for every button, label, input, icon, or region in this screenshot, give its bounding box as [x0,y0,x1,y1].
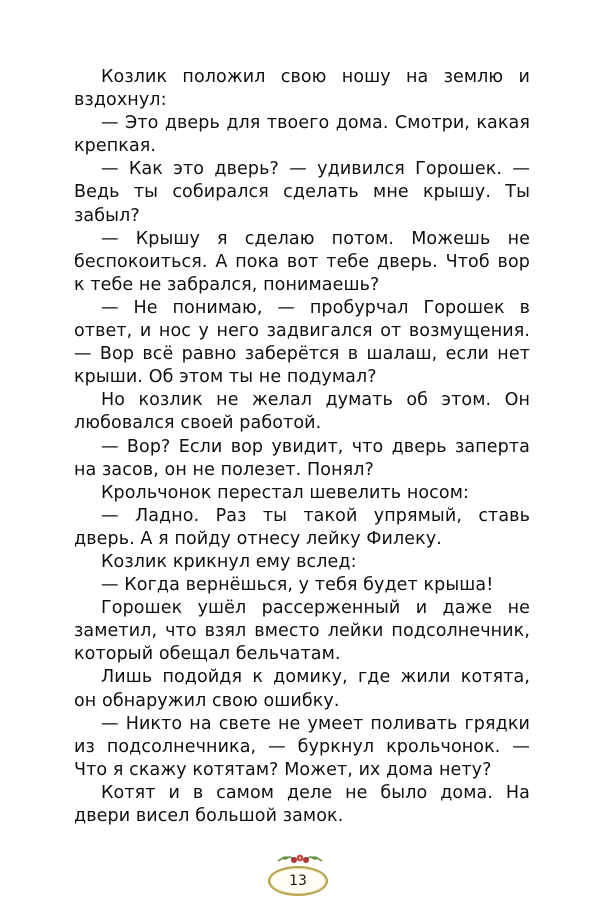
paragraph: Козлик положил свою ношу на землю и вздохнул: [74,67,530,111]
paragraph: — Не понимаю, — пробурчал Горошек в ответ, и нос у него задвигался от возмущения. — Вор всё равно заберётся в шалаш, если нет крыши. Об этом ты не подумал? [74,297,530,388]
paragraph: Горошек ушёл рассерженный и даже не заметил, что взял вместо лейки подсолнечник, который обещал бельчатам. [74,598,530,665]
flower-ornament-icon [274,852,326,866]
paragraph: — Никто на свете не умеет поливать грядки из подсолнечника, — буркнул крольчонок. — Что я скажу котятам? Может, их дома нету? [74,713,530,780]
paragraph: Козлик крикнул ему вслед: [101,551,357,572]
paragraph: — Когда вернёшься, у тебя будет крыша! [101,575,494,596]
page-number: 13 [289,873,307,889]
paragraph: Но козлик не желал думать об этом. Он любовался своей работой. [74,390,530,434]
paragraph: — Крышу я сделаю потом. Можешь не беспокоиться. А пока вот тебе дверь. Чтоб вор к тебе не забрался, понимаешь? [74,228,530,295]
paragraph: — Как это дверь? — удивился Горошек. — Ведь ты собирался сделать мне крышу. Ты забыл? [74,159,530,226]
paragraph: — Ладно. Раз ты такой упрямый, ставь дверь. А я пойду отнесу лейку Филеку. [74,505,530,549]
paragraph: — Вор? Если вор увидит, что дверь заперта на засов, он не полезет. Понял? [74,436,530,480]
paragraph: Котят и в самом деле не было дома. На двери висел большой замок. [74,782,530,826]
page-folio [0,852,600,902]
paragraph: Лишь подойдя к домику, где жили котята, он обнаружил свою ошибку. [74,667,530,711]
paragraph: — Это дверь для твоего дома. Смотри, какая крепкая. [74,113,530,157]
page-text [74,66,530,828]
paragraph: Крольчонок перестал шевелить носом: [101,482,470,503]
